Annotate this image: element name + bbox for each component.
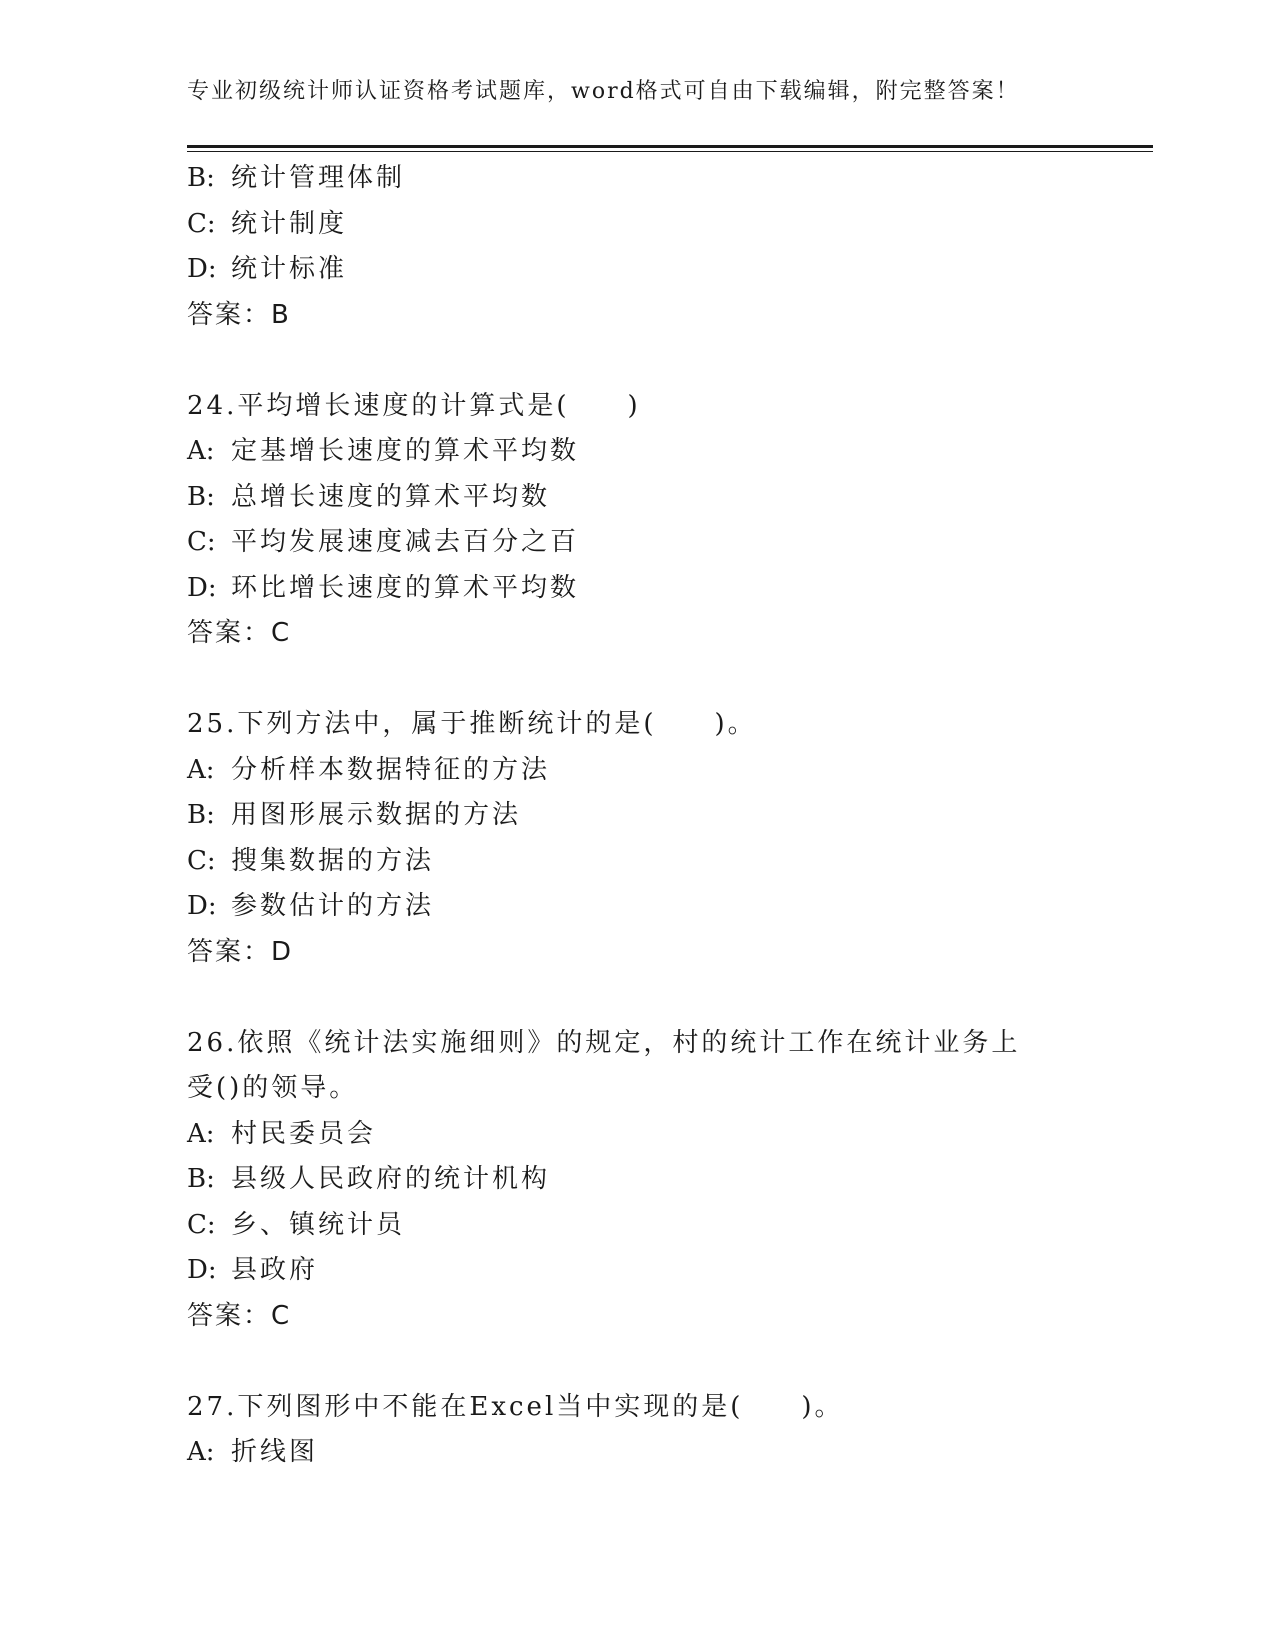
header-rule-thin xyxy=(187,151,1153,152)
option-b: B: 统计管理体制 xyxy=(187,163,406,193)
question-26 xyxy=(187,1021,1107,1340)
answer-line: 答案：D xyxy=(187,936,294,967)
option-d: D: 参数估计的方法 xyxy=(187,891,435,921)
question-stem: 25.下列方法中，属于推断统计的是( )。 xyxy=(187,709,757,739)
answer-line: 答案：C xyxy=(187,618,292,648)
option-d: D: 统计标准 xyxy=(187,254,348,284)
answer-line: 答案：C xyxy=(187,1300,292,1331)
question-25 xyxy=(187,702,1107,975)
option-b: B: 用图形展示数据的方法 xyxy=(187,800,522,830)
option-b: B: 县级人民政府的统计机构 xyxy=(187,1164,551,1194)
question-stem: 27.下列图形中不能在Excel当中实现的是( )。 xyxy=(187,1391,844,1422)
option-a: A: 折线图 xyxy=(187,1437,319,1467)
option-c: C: 统计制度 xyxy=(187,208,348,239)
option-d: D: 县政府 xyxy=(187,1255,319,1285)
option-a: A: 定基增长速度的算术平均数 xyxy=(187,436,580,466)
answer-line: 答案：B xyxy=(187,299,291,330)
option-d: D: 环比增长速度的算术平均数 xyxy=(187,572,580,603)
option-b: B: 总增长速度的算术平均数 xyxy=(187,481,551,512)
question-24 xyxy=(187,384,1107,657)
question-stem: 24.平均增长速度的计算式是( ) xyxy=(187,390,641,421)
question-stem: 26.依照《统计法实施细则》的规定，村的统计工作在统计业务上受()的领导。 xyxy=(187,1027,1021,1103)
question-23-continued xyxy=(187,156,1107,338)
option-c: C: 平均发展速度减去百分之百 xyxy=(187,527,580,557)
option-a: A: 分析样本数据特征的方法 xyxy=(187,754,551,785)
option-c: C: 搜集数据的方法 xyxy=(187,845,435,876)
option-a: A: 村民委员会 xyxy=(187,1118,377,1149)
option-c: C: 乡、镇统计员 xyxy=(187,1209,406,1240)
question-27 xyxy=(187,1385,1107,1476)
question-list xyxy=(187,156,1107,1476)
page-header: 专业初级统计师认证资格考试题库，word格式可自由下载编辑，附完整答案！ xyxy=(187,79,1020,104)
header-rule-thick xyxy=(187,145,1153,148)
